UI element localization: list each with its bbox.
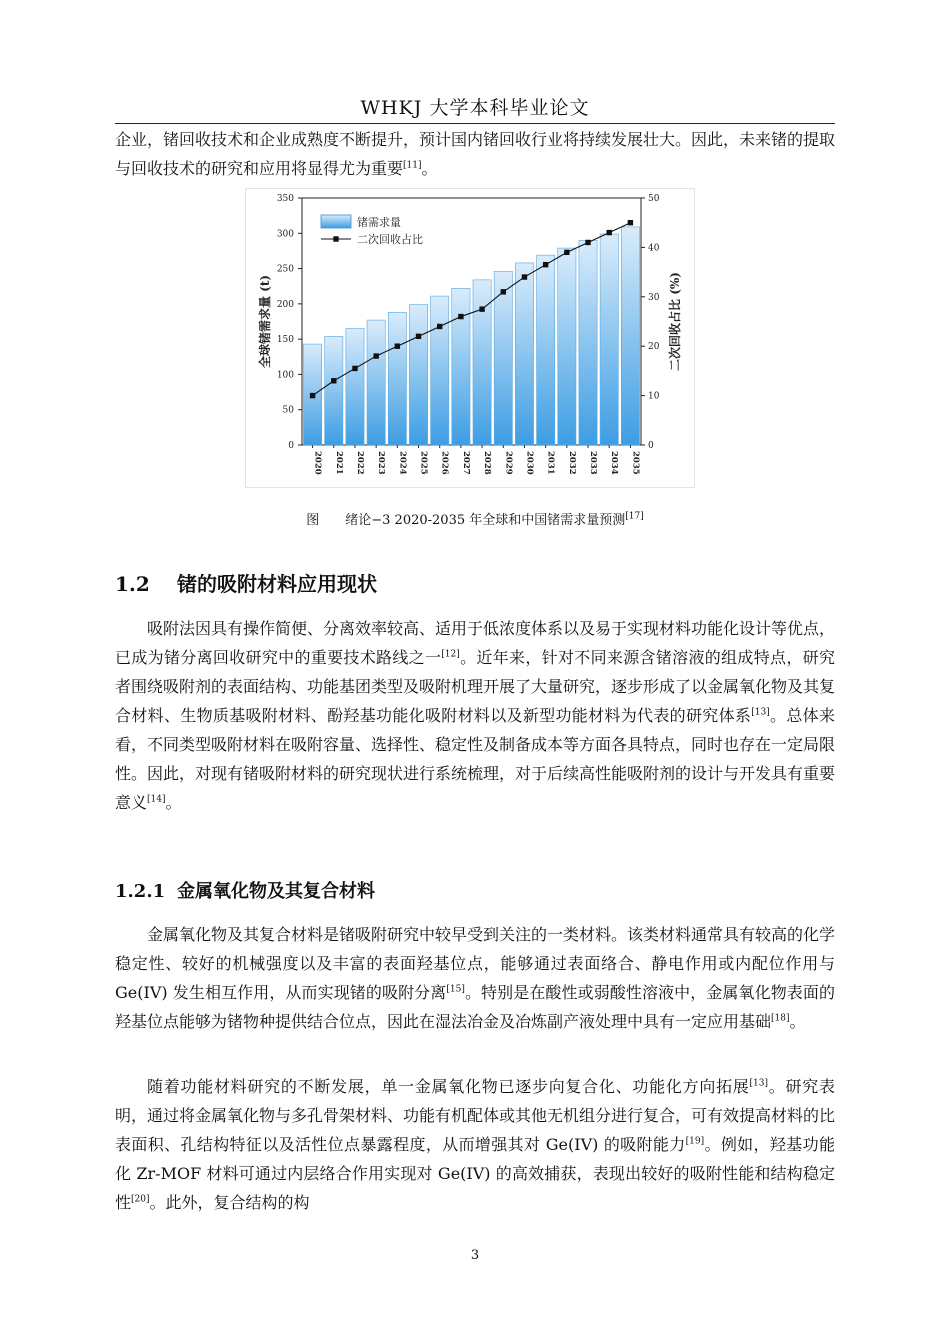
bar-2023 xyxy=(367,320,385,445)
line-point-2032 xyxy=(564,250,569,255)
section-number: 1.2 xyxy=(115,572,150,596)
line-point-2029 xyxy=(501,289,506,294)
paragraph-text: 。总体来看，不同类型吸附材料在吸附容量、选择性、稳定性及制备成本等方面各具特点，同时也存在一定局限性。因此，对现有锗吸附材料的研究现状进行系统梳理，对于后续高性能吸附剂的设计与开发具有重要意义 xyxy=(115,706,836,812)
x-tick-label-2020: 2020 xyxy=(312,451,323,475)
x-tick-label-2023: 2023 xyxy=(376,451,387,475)
paragraph-1-2-1-a xyxy=(115,920,835,1036)
page-number: 3 xyxy=(470,1248,480,1263)
subsection-number: 1.2.1 xyxy=(115,881,166,902)
right-tick-label: 50 xyxy=(648,194,660,204)
bar-2031 xyxy=(537,255,555,445)
x-tick-label-2021: 2021 xyxy=(333,451,344,475)
left-tick-label: 50 xyxy=(282,405,294,416)
bar-2033 xyxy=(579,240,597,445)
x-tick-label-2031: 2031 xyxy=(545,451,556,475)
x-tick-label-2025: 2025 xyxy=(418,451,429,475)
citation-ref: [19] xyxy=(685,1136,705,1147)
line-point-2021 xyxy=(331,378,336,383)
bar-2030 xyxy=(515,263,533,445)
page-header: WHKJ 大学本科毕业论文 xyxy=(360,97,590,119)
x-tick-label-2024: 2024 xyxy=(397,451,408,475)
line-point-2023 xyxy=(373,353,378,358)
caption-text: 图 绪论−3 2020-2035 年全球和中国锗需求量预测 xyxy=(306,513,626,528)
line-point-2025 xyxy=(416,334,421,339)
header-rule xyxy=(115,123,835,124)
citation-ref: [15] xyxy=(446,984,465,995)
paragraph-1-2-1-b xyxy=(115,1072,835,1217)
x-tick-label-2034: 2034 xyxy=(609,451,620,475)
right-axis-title: 二次回收占比 (%) xyxy=(668,272,682,371)
right-tick-label: 30 xyxy=(648,292,660,303)
left-tick-label: 250 xyxy=(276,264,294,275)
line-point-2024 xyxy=(395,344,400,349)
legend-bar-swatch xyxy=(321,215,351,228)
paragraph-text: 。近年来，针对不同来源含锗溶液的组成特点，研究者围绕吸附剂的表面结构、功能基团类型及吸附机理开展了大量研究，逐步形成了以金属氧化物及其复合材料、生物质基吸附材料、酚羟基功能化吸附材料以及新型功能材料为代表的研究体系 xyxy=(115,648,836,725)
chart-legend xyxy=(321,215,423,246)
bar-2032 xyxy=(558,248,576,445)
section-heading-1-2 xyxy=(115,568,377,597)
x-tick-label-2022: 2022 xyxy=(354,451,365,475)
citation-ref: [12] xyxy=(441,649,460,660)
line-point-2034 xyxy=(607,230,612,235)
x-tick-label-2027: 2027 xyxy=(460,451,471,475)
subsection-title: 金属氧化物及其复合材料 xyxy=(177,881,375,902)
line-point-2028 xyxy=(479,306,484,311)
bar-2024 xyxy=(388,312,406,445)
x-tick-label-2033: 2033 xyxy=(588,451,599,475)
left-tick-label: 0 xyxy=(288,441,294,451)
paragraph-text: 。特别是在酸性或弱酸性溶液中，金属氧化物表面的羟基位点能够为锗物种提供结合位点，因此在湿法冶金及冶炼副产液处理中具有一定应用基础 xyxy=(115,983,835,1031)
citation-ref: [13] xyxy=(749,1078,769,1089)
paragraph-text: 。此外，复合结构的构 xyxy=(149,1193,310,1212)
line-point-2030 xyxy=(522,274,527,279)
left-tick-label: 150 xyxy=(276,335,294,346)
line-point-2020 xyxy=(310,393,315,398)
paragraph-text: 。研究表明，通过将金属氧化物与多孔骨架材料、功能有机配体或其他无机组分进行复合，可有效提高材料的比表面积、孔结构特征以及活性位点暴露程度，从而增强其对 Ge(IV) 的吸附能力 xyxy=(115,1077,836,1154)
paragraph-text: 吸附法因具有操作简便、分离效率较高、适用于低浓度体系以及易于实现材料功能化设计等优点，已成为锗分离回收研究中的重要技术路线之一 xyxy=(115,619,836,667)
intro-ref: [11] xyxy=(403,160,422,171)
citation-ref: [18] xyxy=(771,1013,790,1024)
citation-ref: [14] xyxy=(147,794,166,805)
bar-2035 xyxy=(621,227,639,445)
intro-end: 。 xyxy=(421,159,438,178)
bar-2022 xyxy=(346,329,364,445)
left-tick-label: 300 xyxy=(276,229,294,240)
bar-2027 xyxy=(452,288,470,445)
line-point-2022 xyxy=(352,366,357,371)
right-tick-label: 40 xyxy=(648,243,660,254)
x-tick-label-2028: 2028 xyxy=(482,451,493,475)
paragraph-text: 随着功能材料研究的不断发展，单一金属氧化物已逐步向复合化、功能化方向拓展 xyxy=(147,1077,750,1096)
bar-2026 xyxy=(431,296,449,445)
paragraph-text: 。 xyxy=(789,1012,806,1031)
left-axis-title: 全球锗需求量 (t) xyxy=(258,274,272,369)
section-heading-1-2-1 xyxy=(115,877,375,903)
line-point-2035 xyxy=(628,220,633,225)
figure-caption xyxy=(0,509,950,528)
line-point-2026 xyxy=(437,324,442,329)
x-tick-label-2032: 2032 xyxy=(566,451,577,475)
intro-paragraph xyxy=(115,125,835,183)
citation-ref: [13] xyxy=(751,707,770,718)
paragraph-text: 。例如，羟基功能化 Zr-MOF 材料可通过内层络合作用实现对 Ge(IV) 的高效捕获，表现出较好的吸附性能和结构稳定性 xyxy=(115,1135,835,1212)
x-tick-label-2035: 2035 xyxy=(630,451,641,475)
intro-text: 企业，锗回收技术和企业成熟度不断提升，预计国内锗回收行业将持续发展壮大。因此，未来锗的提取与回收技术的研究和应用将显得尤为重要 xyxy=(115,130,836,178)
demand-chart xyxy=(245,188,695,488)
bar-2021 xyxy=(325,336,343,445)
x-tick-label-2030: 2030 xyxy=(524,451,535,475)
bar-series xyxy=(303,227,639,445)
right-tick-label: 0 xyxy=(648,441,654,451)
x-tick-label-2026: 2026 xyxy=(439,451,450,475)
legend-label-demand: 锗需求量 xyxy=(357,216,401,229)
bar-2034 xyxy=(600,234,618,445)
x-tick-label-2029: 2029 xyxy=(503,451,514,475)
legend-line-marker xyxy=(333,236,338,241)
paragraph-1-2 xyxy=(115,614,835,817)
citation-ref: [20] xyxy=(131,1194,150,1205)
line-point-2033 xyxy=(585,240,590,245)
caption-ref: [17] xyxy=(625,511,644,522)
bar-2025 xyxy=(409,305,427,445)
left-tick-label: 200 xyxy=(276,299,294,310)
section-title: 锗的吸附材料应用现状 xyxy=(177,572,377,596)
right-tick-label: 10 xyxy=(648,391,660,402)
line-point-2031 xyxy=(543,262,548,267)
line-point-2027 xyxy=(458,314,463,319)
left-tick-label: 350 xyxy=(276,194,294,204)
legend-label-ratio: 二次回收占比 xyxy=(357,233,423,246)
paragraph-text: 金属氧化物及其复合材料是锗吸附研究中较早受到关注的一类材料。该类材料通常具有较高的化学稳定性、较好的机械强度以及丰富的表面羟基位点，能够通过表面络合、静电作用或内配位作用与 Ge(IV) 发生相互作用，从而实现锗的吸附分离 xyxy=(115,925,836,1002)
right-tick-label: 20 xyxy=(648,342,660,353)
paragraph-text: 。 xyxy=(165,793,182,812)
left-tick-label: 100 xyxy=(276,370,294,381)
